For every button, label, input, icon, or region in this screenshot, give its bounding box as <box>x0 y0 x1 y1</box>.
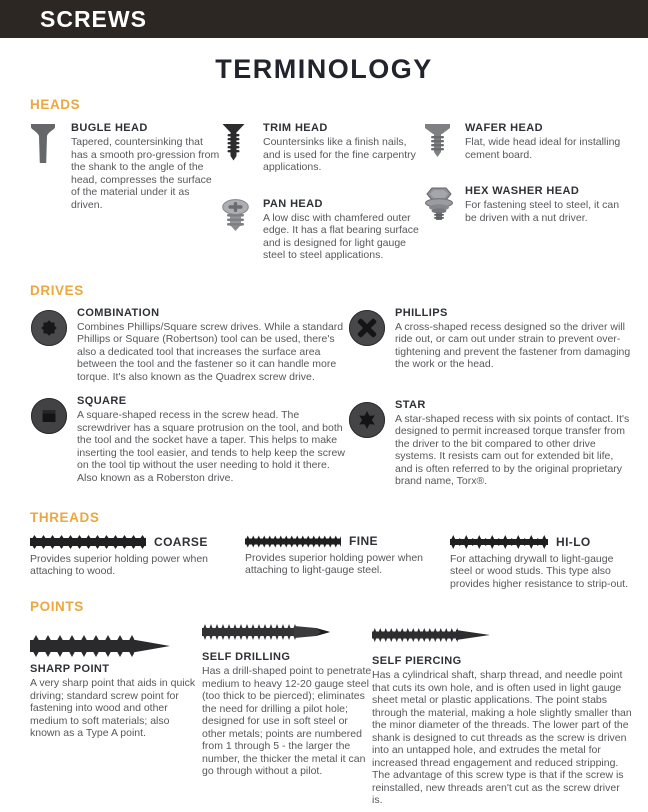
drive-desc: A cross-shaped recess designed so the driver will ride out, or cam out under strain to prevent over-tightening and prevent the fastener from damaging the work or the head. <box>395 320 631 370</box>
head-title: TRIM HEAD <box>263 122 328 134</box>
drive-title: SQUARE <box>77 395 127 407</box>
drives-section <box>30 307 632 500</box>
header-bar <box>0 0 648 38</box>
pan-head-icon <box>222 198 256 262</box>
point-desc: Has a cylindrical shaft, sharp thread, and needle point that cuts its own hole, and is often used in light gauge sheet metal or plastic applications. The point stabs through the material, making a hole slightly smaller than the minor diameter of the threads. The lower part of the shank is designed to cut threads as the screw is driven into an untapped hole, and extrudes the metal for increased thread engagement and reduced stripping. The advantage of this screw type is that if the screw is reinstalled, new threads aren't cut as the screw driver is. <box>372 669 632 806</box>
thread-item-coarse <box>30 534 245 591</box>
head-desc: Tapered, countersinking that has a smooth pro-gression from the shank to the angle of the head, compresses the surface of the material under it as driven. <box>71 136 220 211</box>
head-desc: A low disc with chamfered outer edge. It has a flat bearing surface and is designed for light gauge steel to steel applications. <box>263 211 419 261</box>
heads-column-2 <box>222 122 424 277</box>
head-title: WAFER HEAD <box>465 122 543 134</box>
combination-drive-icon <box>30 307 68 384</box>
threads-section <box>30 534 632 591</box>
square-drive-icon <box>30 395 68 484</box>
head-desc: Flat, wide head ideal for installing cement board. <box>465 136 621 161</box>
head-item-pan <box>222 198 424 262</box>
points-section <box>30 621 632 807</box>
drive-item-square <box>30 395 348 484</box>
drives-column-2 <box>348 307 632 500</box>
thread-desc: Provides superior holding power when attaching to wood. <box>30 552 209 577</box>
page-content <box>0 97 648 807</box>
thread-label: COARSE <box>154 534 208 549</box>
drive-title: COMBINATION <box>77 306 160 319</box>
drive-item-combination <box>30 307 348 384</box>
trim-head-icon <box>222 122 256 174</box>
section-points-label: POINTS <box>30 599 84 614</box>
coarse-thread-icon <box>30 534 148 550</box>
drives-column-1 <box>30 307 348 500</box>
drive-item-star <box>348 399 632 488</box>
point-item-self-piercing <box>372 621 632 807</box>
drive-desc: Combines Phillips/Square screw drives. While a standard Phillips or Square (Robertson) tool can be used, there's also a dedicated tool that increases the surface area between the tool and the fastener so it can handle more torque. It's also known as the Quadrex screw drive. <box>77 320 344 383</box>
thread-item-hi-lo <box>450 534 632 591</box>
self-piercing-point-icon <box>372 625 632 651</box>
wafer-head-icon <box>424 122 458 161</box>
sharp-point-icon <box>30 633 202 659</box>
point-item-sharp <box>30 621 202 807</box>
drive-title: PHILLIPS <box>395 306 448 319</box>
drive-desc: A star-shaped recess with six points of contact. It's designed to permit increased torque transfer from the driver to the bit compared to other drive systems. It resists cam out for extended bit life, and is often referred to by the original proprietary brand name, Torx®. <box>395 412 630 487</box>
thread-label: HI-LO <box>556 534 591 549</box>
head-item-bugle <box>30 122 222 211</box>
head-title: HEX WASHER HEAD <box>465 185 580 197</box>
thread-label: FINE <box>349 534 378 548</box>
head-desc: For fastening steel to steel, it can be driven with a nut driver. <box>465 199 620 224</box>
phillips-drive-icon <box>348 307 386 371</box>
heads-column-3 <box>424 122 632 277</box>
thread-desc: For attaching drywall to light-gauge steel or wood studs. This type also provides higher resistance to strip-out. <box>450 552 629 590</box>
point-item-self-drilling <box>202 621 372 807</box>
hex-washer-head-icon <box>424 185 458 224</box>
section-threads-label: THREADS <box>30 509 100 525</box>
head-desc: Countersinks like a finish nails, and is used for the fine carpentry applications. <box>263 136 416 173</box>
point-desc: Has a drill-shaped point to penetrate medium to heavy 12-20 gauge steel (too thick to be pierced); eliminates the need for drilling a pilot hole; designed for use in soft steel or other metals; points are numbered from 1 through 5 - the larger the number, the thicker the metal it can go through without a pilot. <box>202 665 372 777</box>
hi-lo-thread-icon <box>450 534 550 550</box>
section-drives-label: DRIVES <box>30 282 84 298</box>
bugle-head-icon <box>30 122 64 211</box>
drive-item-phillips <box>348 307 632 371</box>
page-title: TERMINOLOGY <box>215 54 433 84</box>
head-title: BUGLE HEAD <box>71 122 148 134</box>
fine-thread-icon <box>245 534 343 549</box>
point-title: SELF PIERCING <box>372 655 462 667</box>
head-item-hex-washer <box>424 185 632 224</box>
point-title: SHARP POINT <box>30 663 110 675</box>
point-desc: A very sharp point that aids in quick driving; standard screw point for fastening into wood and other medium to soft materials; also known as a Type A point. <box>30 677 196 739</box>
thread-desc: Provides superior holding power when attaching to light-gauge steel. <box>245 551 424 576</box>
star-drive-icon <box>348 399 386 488</box>
point-title: SELF DRILLING <box>202 651 291 663</box>
heads-column-1 <box>30 122 222 277</box>
self-drilling-point-icon <box>202 621 372 647</box>
drive-desc: A square-shaped recess in the screw head. The screwdriver has a square protrusion on the tool, and both the tool and the socket have a taper. This helps to make inserting the tool easier, and tends to help keep the screw on the tool tip without the user needing to hold it there. Also known as a Roberston drive. <box>77 409 345 484</box>
section-heads-label: HEADS <box>30 97 81 112</box>
head-title: PAN HEAD <box>263 197 323 210</box>
drive-title: STAR <box>395 398 426 411</box>
heads-section <box>30 122 632 277</box>
head-item-trim <box>222 122 424 174</box>
head-item-wafer <box>424 122 632 161</box>
thread-item-fine <box>245 534 450 591</box>
header-title: SCREWS <box>40 5 147 32</box>
